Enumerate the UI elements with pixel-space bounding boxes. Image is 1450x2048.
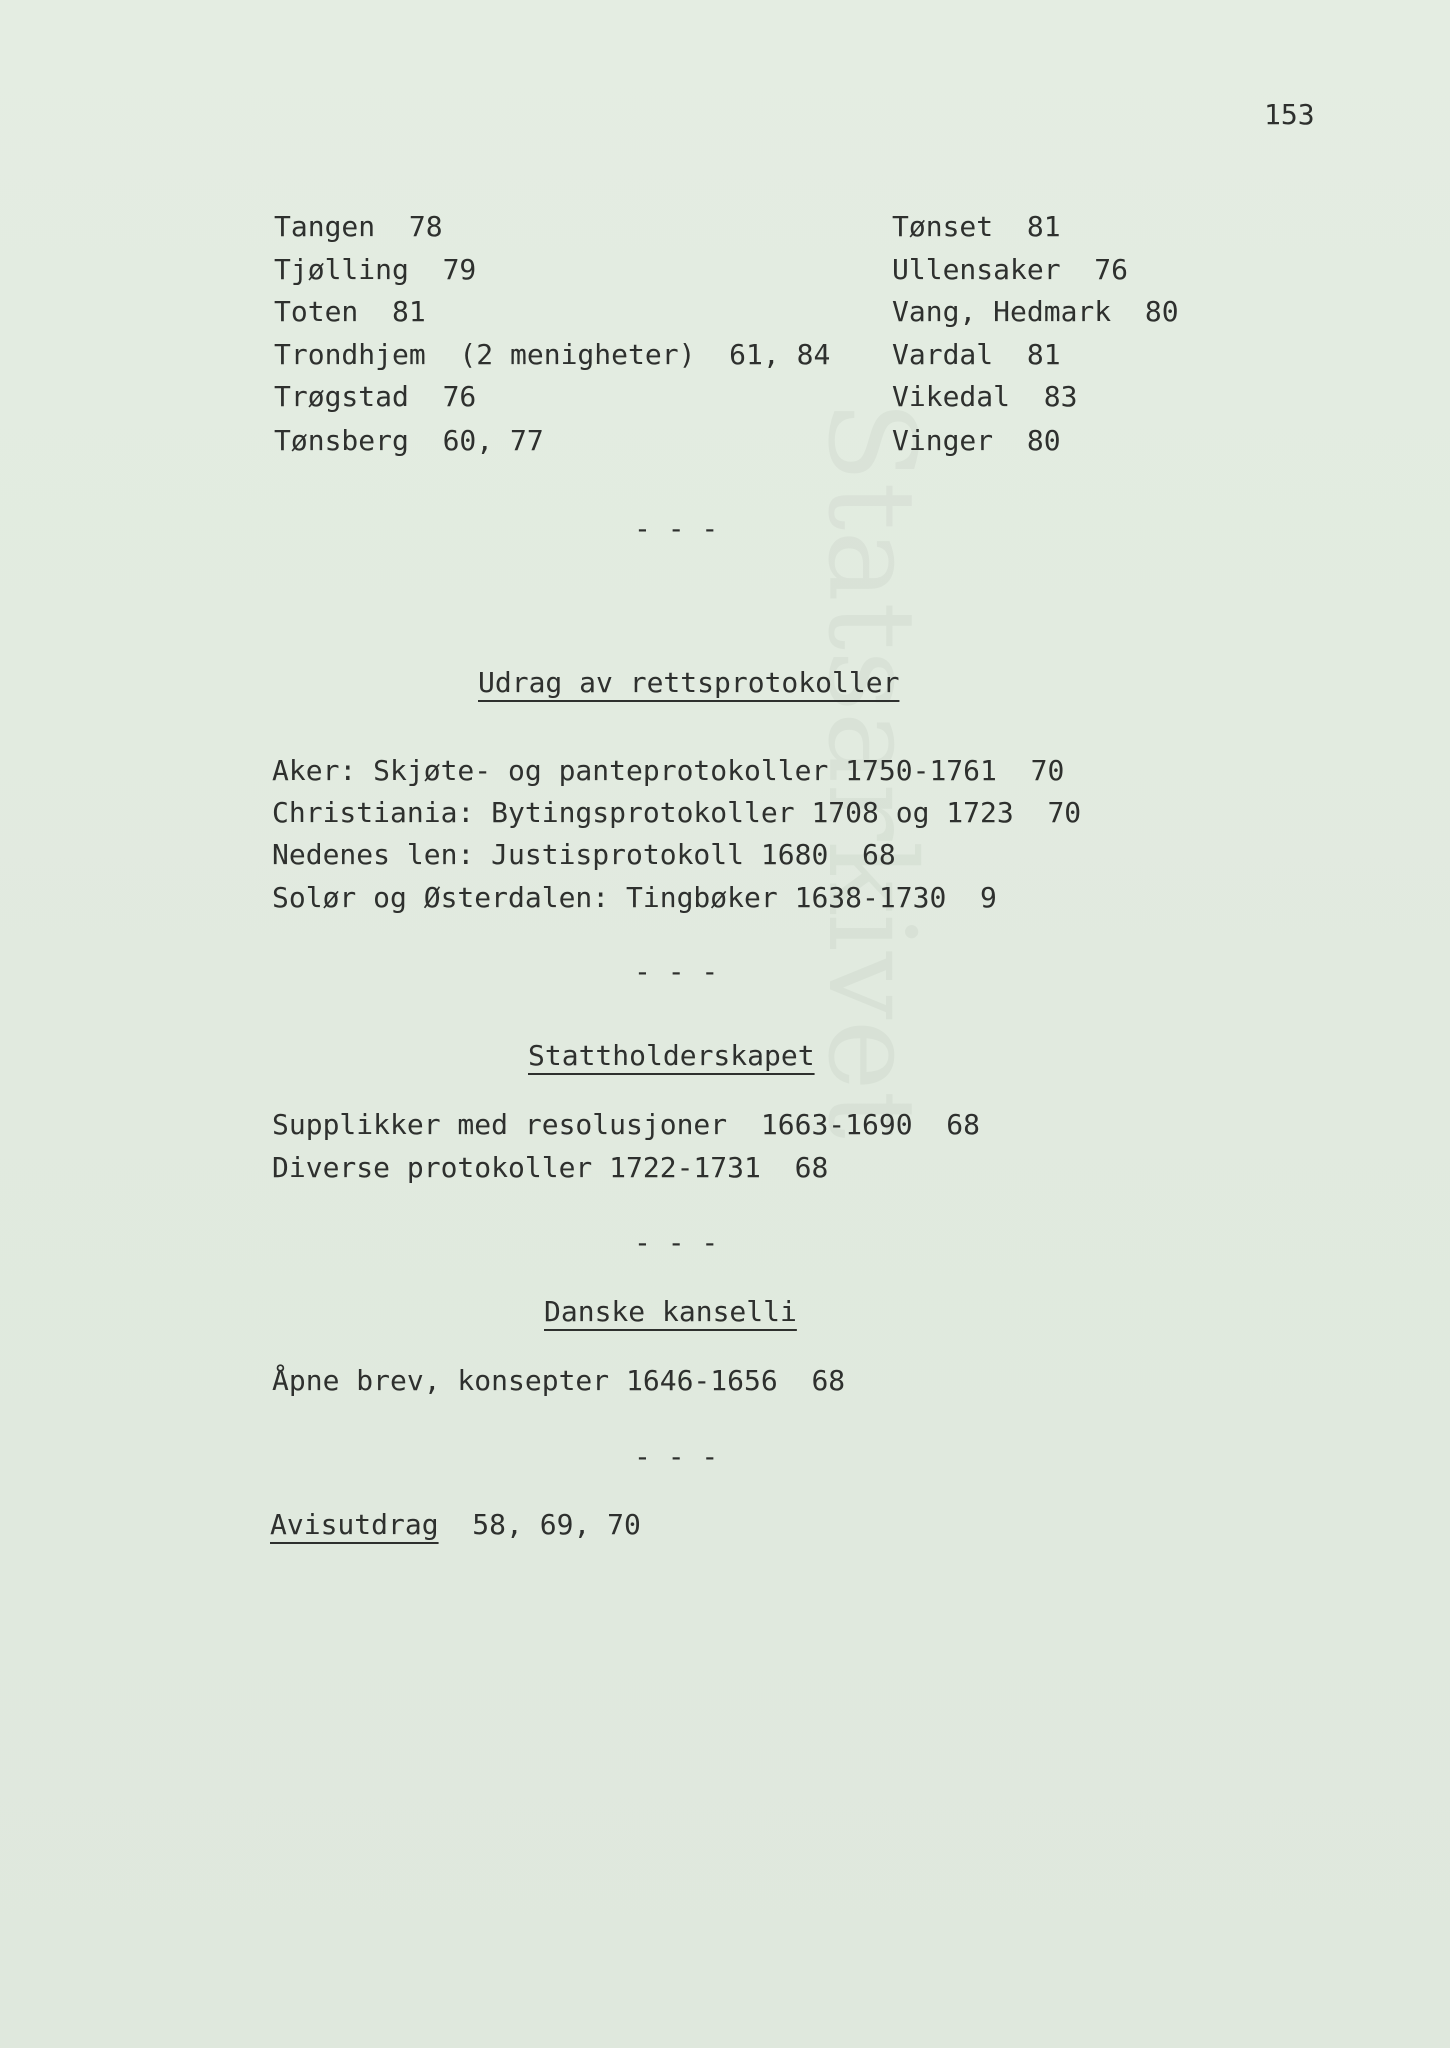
section-separator: - - - [634, 955, 719, 988]
avisutdrag-entry [270, 1508, 641, 1542]
index-entry: Tangen 78 [274, 210, 443, 243]
index-entry: Vang, Hedmark 80 [892, 295, 1179, 328]
section-heading: Udrag av rettsprotokoller [478, 666, 900, 699]
section-entry: Åpne brev, konsepter 1646-1656 68 [272, 1364, 846, 1397]
index-entry: Tønsberg 60, 77 [274, 424, 544, 457]
page-number: 153 [1264, 98, 1315, 131]
index-entry: Trondhjem (2 menigheter) 61, 84 [274, 338, 831, 371]
section-separator: - - - [634, 1440, 719, 1473]
section-entry: Nedenes len: Justisprotokoll 1680 68 [272, 838, 896, 871]
index-entry: Vikedal 83 [892, 380, 1078, 413]
section-entry: Diverse protokoller 1722-1731 68 [272, 1151, 829, 1184]
index-entry: Tønset 81 [892, 210, 1061, 243]
section-separator: - - - [634, 1226, 719, 1259]
section-entry: Solør og Østerdalen: Tingbøker 1638-1730 9 [272, 881, 997, 914]
avisutdrag-pages: 58, 69, 70 [438, 1508, 641, 1541]
index-entry: Trøgstad 76 [274, 380, 477, 413]
section-heading: Danske kanselli [544, 1295, 797, 1328]
section-heading: Stattholderskapet [528, 1039, 815, 1072]
index-entry: Vinger 80 [892, 424, 1061, 457]
index-entry: Vardal 81 [892, 338, 1061, 371]
svg-text:Statsarkivet: Statsarkivet [801, 400, 940, 1139]
section-entry: Aker: Skjøte- og panteprotokoller 1750-1761 70 [272, 754, 1065, 787]
index-entry: Toten 81 [274, 295, 426, 328]
section-heading: Avisutdrag [270, 1508, 439, 1541]
stamp-watermark [640, 200, 1020, 2000]
section-entry: Supplikker med resolusjoner 1663-1690 68 [272, 1108, 981, 1141]
index-entry: Ullensaker 76 [892, 253, 1129, 286]
section-separator: - - - [634, 512, 719, 545]
section-entry: Christiania: Bytingsprotokoller 1708 og 1723 70 [272, 796, 1082, 829]
index-entry: Tjølling 79 [274, 253, 477, 286]
